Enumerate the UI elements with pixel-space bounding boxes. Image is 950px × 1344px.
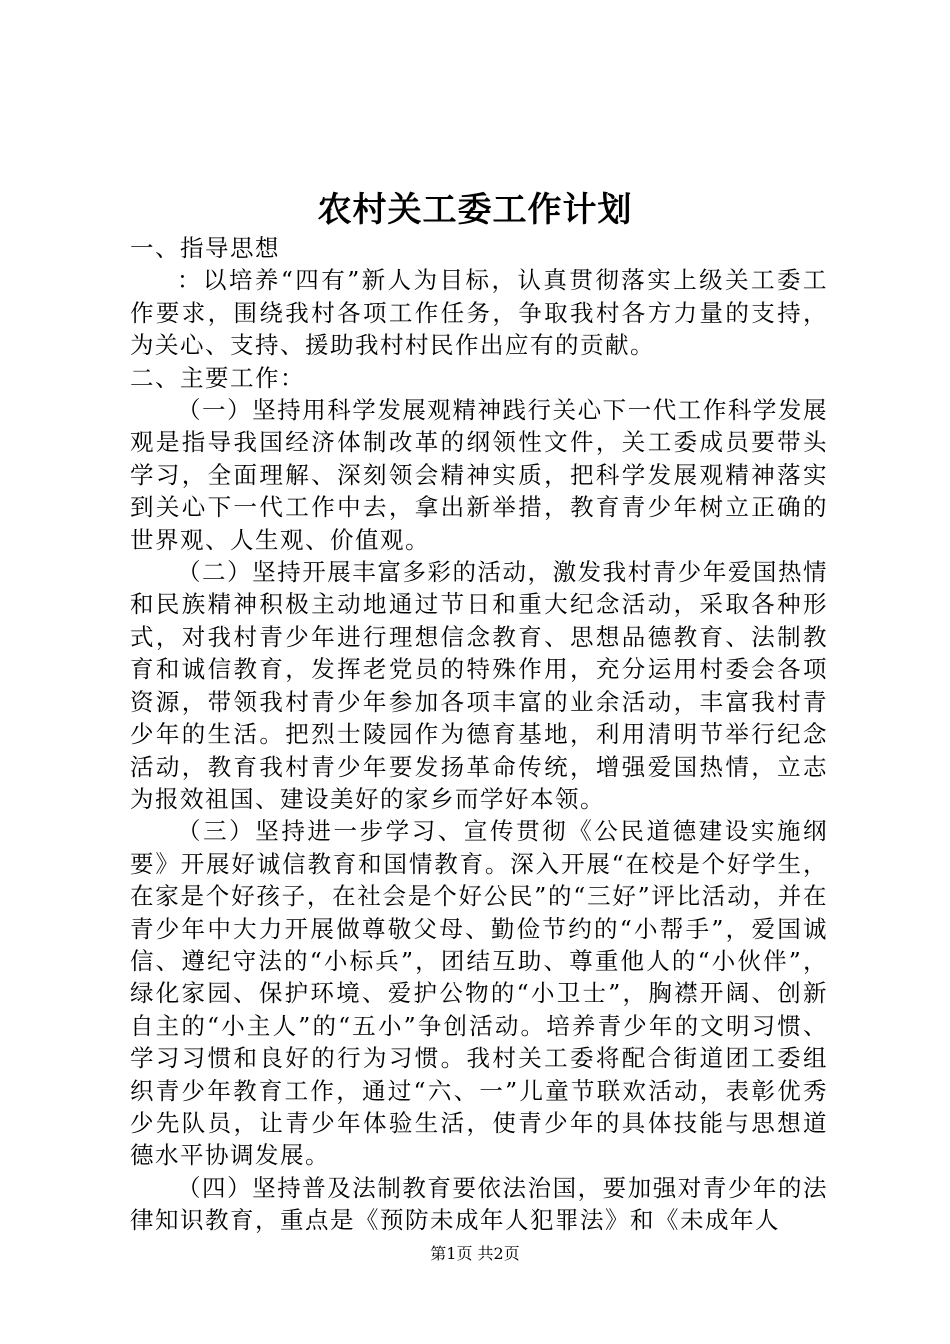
paragraph-item-3: （三）坚持进一步学习、宣传贯彻《公民道德建设实施纲要》开展好诚信教育和国情教育。深入开展“在校是个好学生，在家是个好孩子，在社会是个好公民”的“三好”评比活动，并在青少年中大力开展做尊敬父母、勤俭节约的“小帮手”，爱国诚信、遵纪守法的“小标兵”，团结互助、尊重他人的“小伙伴”，绿化家园、保护环境、爱护公物的“小卫士”，胸襟开阔、创新自主的“小主人”的“五小”争创活动。培养青少年的文明习惯、学习习惯和良好的行为习惯。我村关工委将配合街道团工委组织青少年教育工作，通过“六、一”儿童节联欢活动，表彰优秀少先队员，让青少年体验生活，使青少年的具体技能与思想道德水平协调发展。 xyxy=(130,817,828,1170)
paragraph-item-2: （二）坚持开展丰富多彩的活动，激发我村青少年爱国热情和民族精神积极主动地通过节日和重大纪念活动，采取各种形式，对我村青少年进行理想信念教育、思想品德教育、法制教育和诚信教育，发挥老党员的特殊作用，充分运用村委会各项资源，带领我村青少年参加各项丰富的业余活动，丰富我村青少年的生活。把烈士陵园作为德育基地，利用清明节举行纪念活动，教育我村青少年要发扬革命传统，增强爱国热情，立志为报效祖国、建设美好的家乡而学好本领。 xyxy=(130,558,828,813)
paragraph-item-4: （四）坚持普及法制教育要依法治国，要加强对青少年的法律知识教育，重点是《预防未成年人犯罪法》和《未成年人 xyxy=(130,1173,828,1235)
document-title: 农村关工委工作计划 xyxy=(317,190,633,230)
document-body xyxy=(130,232,828,1237)
section-heading-guiding-ideology: 一、指导思想 xyxy=(130,234,280,262)
paragraph-item-1: （一）坚持用科学发展观精神践行关心下一代工作科学发展观是指导我国经济体制改革的纲领性文件，关工委成员要带头学习，全面理解、深刻领会精神实质，把科学发展观精神落实到关心下一代工作中去，拿出新举措，教育青少年树立正确的世界观、人生观、价值观。 xyxy=(130,396,828,554)
paragraph-guiding-ideology: ：以培养“四有”新人为目标，认真贯彻落实上级关工委工作要求，围绕我村各项工作任务，争取我村各方力量的支持，为关心、支持、援助我村村民作出应有的贡献。 xyxy=(130,266,828,360)
section-heading-main-work: 二、主要工作： xyxy=(130,363,305,392)
page-footer: 第1页 共2页 xyxy=(430,1244,520,1263)
